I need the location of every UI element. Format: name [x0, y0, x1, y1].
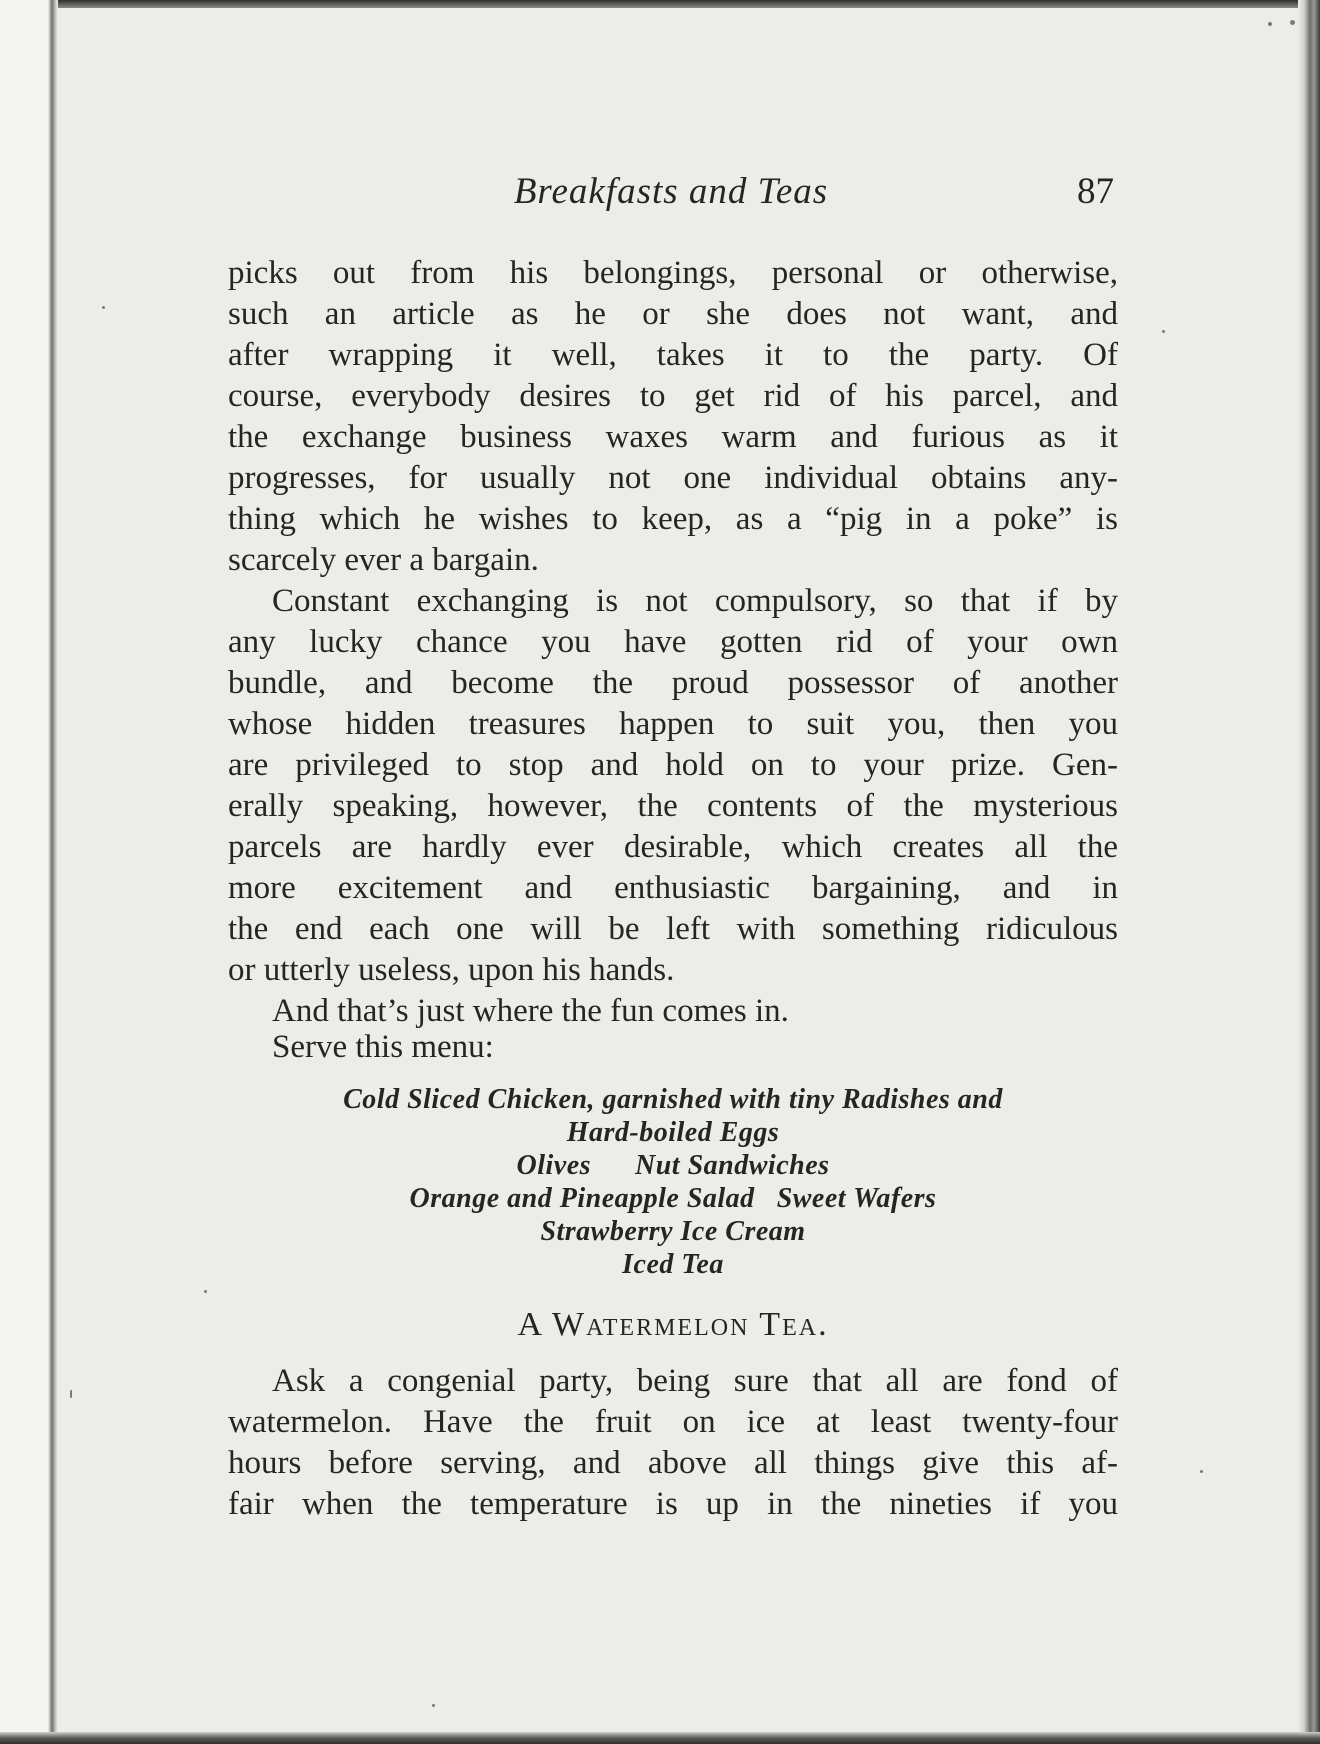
- text-line: picks out from his belongings, personal or otherwise,: [228, 255, 1118, 291]
- menu-item: Iced Tea: [622, 1249, 724, 1280]
- scan-speck: [1268, 22, 1272, 26]
- paragraph-continued: [228, 253, 1118, 581]
- text-line: hours before serving, and above all things give this af-: [228, 1445, 1118, 1481]
- text-line: are privileged to stop and hold on to your prize. Gen-: [228, 747, 1118, 783]
- scan-edge-right: [1298, 0, 1320, 1744]
- text-line: after wrapping it well, takes it to the party. Of: [228, 337, 1118, 373]
- text-line: Constant exchanging is not compulsory, so that if by: [272, 583, 1118, 619]
- menu-item: Strawberry Ice Cream: [540, 1216, 806, 1247]
- text-line: scarcely ever a bargain.: [228, 542, 539, 578]
- text-line: the end each one will be left with something ridiculous: [228, 911, 1118, 947]
- menu-item-row: [228, 1182, 1118, 1215]
- scan-speck: [432, 1704, 435, 1707]
- menu-item: Orange and Pineapple Salad: [409, 1183, 755, 1214]
- page-number: 87: [1077, 171, 1114, 212]
- text-line: Ask a congenial party, being sure that all are fond of: [272, 1363, 1118, 1399]
- text-line: parcels are hardly ever desirable, which creates all the: [228, 829, 1118, 865]
- menu-item: Hard-boiled Eggs: [566, 1117, 780, 1148]
- text-line: whose hidden treasures happen to suit you, then you: [228, 706, 1118, 742]
- menu-item: Sweet Wafers: [776, 1183, 937, 1214]
- text-line: bundle, and become the proud possessor of another: [228, 665, 1118, 701]
- text-line: fair when the temperature is up in the nineties if you: [228, 1486, 1118, 1522]
- text-line: or utterly useless, upon his hands.: [228, 952, 675, 988]
- menu-list: [228, 1083, 1118, 1281]
- running-head: [228, 170, 1114, 220]
- menu-item: Olives: [516, 1150, 592, 1181]
- menu-intro: [228, 1027, 1118, 1068]
- scan-speck: [70, 1390, 72, 1398]
- running-head-title: Breakfasts and Teas: [513, 171, 829, 212]
- fun-line: And that’s just where the fun comes in.: [272, 993, 789, 1029]
- scan-speck: [1290, 20, 1295, 25]
- text-line: such an article as he or she does not want, and: [228, 296, 1118, 332]
- menu-item: Cold Sliced Chicken, garnished with tiny Radishes and: [343, 1084, 1003, 1115]
- menu-item: Nut Sandwiches: [635, 1150, 830, 1181]
- text-line: erally speaking, however, the contents of the mysterious: [228, 788, 1118, 824]
- menu-item-row: [228, 1149, 1118, 1182]
- scan-edge-top: [0, 0, 1320, 8]
- scan-edge-bottom: [0, 1732, 1320, 1744]
- scan-speck: [204, 1290, 207, 1293]
- text-line: any lucky chance you have gotten rid of your own: [228, 624, 1118, 660]
- text-line: thing which he wishes to keep, as a “pig in a poke” is: [228, 501, 1118, 537]
- text-line: course, everybody desires to get rid of his parcel, and: [228, 378, 1118, 414]
- scan-speck: [1162, 330, 1165, 333]
- paragraph-exchange: [228, 581, 1118, 1032]
- scan-speck: [102, 306, 105, 309]
- scan-speck: [1200, 1470, 1203, 1473]
- paragraph-watermelon: [228, 1361, 1118, 1525]
- text-line: progresses, for usually not one individual obtains any-: [228, 460, 1118, 496]
- scan-edge-left: [0, 0, 58, 1744]
- text-line: more excitement and enthusiastic bargaining, and in: [228, 870, 1118, 906]
- menu-intro-line: Serve this menu:: [272, 1029, 494, 1065]
- text-line: watermelon. Have the fruit on ice at least twenty-four: [228, 1404, 1118, 1440]
- section-heading: A Watermelon Tea.: [517, 1306, 829, 1343]
- text-line: the exchange business waxes warm and furious as it: [228, 419, 1118, 455]
